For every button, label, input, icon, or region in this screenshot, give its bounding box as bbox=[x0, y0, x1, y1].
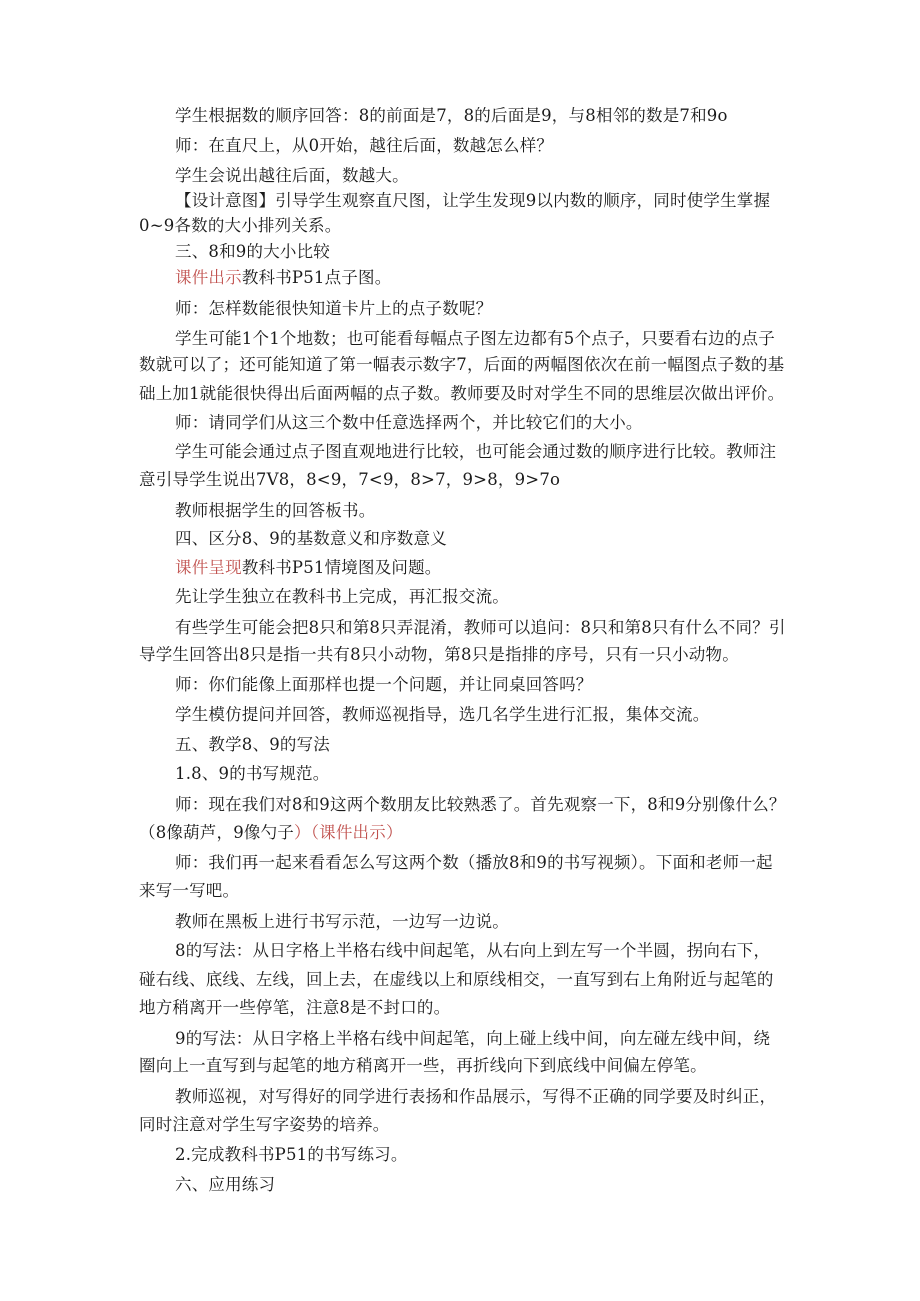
text-line: 地方稍离开一些停笔，注意8是不封口的。 bbox=[139, 998, 451, 1017]
text-line: 师：现在我们对8和9这两个数朋友比较熟悉了。首先观察一下，8和9分别像什么？ bbox=[175, 795, 786, 814]
text-line: 课件出示教科书P51点子图。 bbox=[175, 268, 392, 287]
text-line: （8像葫芦，9像勺子）（课件出示） bbox=[139, 823, 403, 842]
text-line: 有些学生可能会把8只和第8只弄混淆，教师可以追问：8只和第8只有什么不同？引 bbox=[175, 618, 786, 637]
text-line: 学生可能1个1个地数；也可能看每幅点子图左边都有5个点子，只要看右边的点子 bbox=[175, 329, 775, 348]
courseware-show-note: ）（课件出示） bbox=[294, 823, 403, 842]
text-line: 先让学生独立在教科书上完成，再汇报交流。 bbox=[175, 587, 509, 606]
courseware-present-label: 课件呈现 bbox=[175, 558, 242, 577]
section-heading: 三、8和9的大小比较 bbox=[175, 242, 330, 261]
section-heading: 四、区分8、9的基数意义和序数意义 bbox=[175, 529, 447, 548]
text-line: 数就可以了；还可能知道了第一幅表示数字7，后面的两幅图依次在前一幅图点子数的基 bbox=[139, 355, 785, 374]
text-line: 1.8、9的书写规范。 bbox=[175, 764, 330, 783]
text-line: 教师在黑板上进行书写示范，一边写一边说。 bbox=[175, 912, 509, 931]
text-line: 师：你们能像上面那样也提一个问题，并让同桌回答吗？ bbox=[175, 675, 593, 694]
text-line: 学生模仿提问并回答，教师巡视指导，选几名学生进行汇报，集体交流。 bbox=[175, 705, 710, 724]
text-line: 师：在直尺上，从0开始，越往后面，数越怎么样？ bbox=[175, 136, 554, 155]
text-line: 础上加1就能很快得出后面两幅的点子数。教师要及时对学生不同的思维层次做出评价。 bbox=[139, 384, 785, 403]
text-line: 师：请同学们从这三个数中任意选择两个，并比较它们的大小。 bbox=[175, 413, 643, 432]
text-line: 教师根据学生的回答板书。 bbox=[175, 501, 376, 520]
design-intent-heading-line: 【设计意图】引导学生观察直尺图，让学生发现9以内数的顺序，同时使学生掌握 bbox=[175, 191, 771, 210]
text-line: 9的写法：从日字格上半格右线中间起笔，向上碰上线中间，向左碰左线中间，绕 bbox=[175, 1029, 771, 1048]
text-line: 同时注意对学生写字姿势的培养。 bbox=[139, 1115, 390, 1134]
text-line: 2.完成教科书P51的书写练习。 bbox=[175, 1145, 408, 1164]
text-line: 师：我们再一起来看看怎么写这两个数（播放8和9的书写视频）。下面和老师一起 bbox=[175, 853, 773, 872]
text-line: 教师巡视，对写得好的同学进行表扬和作品展示，写得不正确的同学要及时纠正， bbox=[175, 1087, 777, 1106]
text-line: 圈向上一直写到与起笔的地方稍离开一些，再折线向下到底线中间偏左停笔。 bbox=[139, 1056, 707, 1075]
courseware-show-label: 课件出示 bbox=[175, 268, 242, 287]
section-heading: 六、应用练习 bbox=[175, 1175, 276, 1194]
text-line: 学生可能会通过点子图直观地进行比较，也可能会通过数的顺序进行比较。教师注 bbox=[175, 442, 777, 461]
text-line: 来写一写吧。 bbox=[139, 881, 240, 900]
text-line: 0~9各数的大小排列关系。 bbox=[139, 216, 342, 235]
text-line: 课件呈现教科书P51情境图及问题。 bbox=[175, 558, 442, 577]
section-heading: 五、教学8、9的写法 bbox=[175, 735, 330, 754]
text-line: 导学生回答出8只是指一共有8只小动物，第8只是指排的序号，只有一只小动物。 bbox=[139, 645, 739, 664]
text-line: 学生会说出越往后面，数越大。 bbox=[175, 166, 409, 185]
text-line: 8的写法：从日字格上半格右线中间起笔，从右向上到左写一个半圆，拐向右下， bbox=[175, 941, 771, 960]
text-line: 意引导学生说出7V8，8<9，7<9，8>7，9>8，9>7o bbox=[139, 470, 561, 489]
text-line: 学生根据数的顺序回答：8的前面是7，8的后面是9，与8相邻的数是7和9o bbox=[175, 106, 728, 125]
text-line: 师：怎样数能很快知道卡片上的点子数呢？ bbox=[175, 299, 493, 318]
text-line: 碰右线、底线、左线，回上去，在虚线以上和原线相交，一直写到右上角附近与起笔的 bbox=[139, 970, 774, 989]
